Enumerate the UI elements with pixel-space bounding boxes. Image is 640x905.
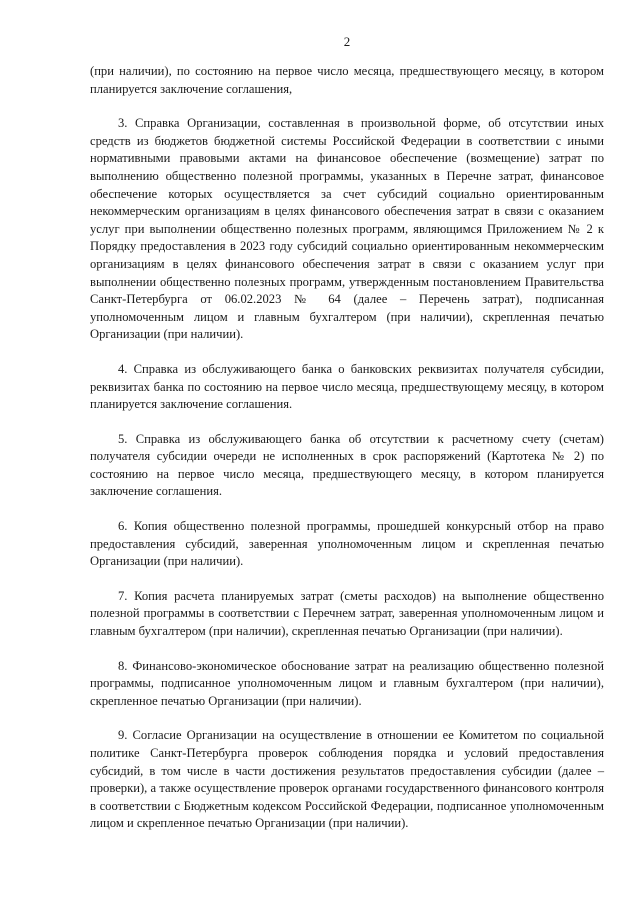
paragraph-item-9: 9. Согласие Организации на осуществление в отношении ее Комитетом по социальной политике Санкт-Петербурга проверок соблюдения порядка и условий предоставления субсидий, в том числе в части достижения результатов предоставления субсидии (далее – проверки), а также осуществление проверок органами государственного финансового контроля в соответствии с Бюджетным кодексом Российской Федерации, подписанное уполномоченным лицом и скрепленное печатью Организации (при наличии). xyxy=(90,728,604,831)
page-number: 2 xyxy=(343,34,351,49)
paragraph-item-8: 8. Финансово-экономическое обоснование затрат на реализацию общественно полезной программы, подписанное уполномоченным лицом и главным бухгалтером (при наличии), скрепленное печатью Организации (при наличии). xyxy=(90,658,604,708)
paragraph-item-3: 3. Справка Организации, составленная в произвольной форме, об отсутствии иных средств из бюджетов бюджетной системы Российской Федерации в соответствии с иными нормативными правовыми актами на финансовое обеспечение (возмещение) затрат по выполнению общественно полезной программы, указанных в Перечне затрат, финансовое обеспечение которых осуществляется за счет субсидий социально ориентированным некоммерческим организациям в целях финансового обеспечения затрат в связи с оказанием услуг при выполнении общественно полезных программ, являющимся Приложением № 2 к Порядку предоставления в 2023 году субсидий социально ориентированным некоммерческим организациям в целях финансового обеспечения затрат в связи с оказанием услуг при выполнении общественно полезных программ, утвержденным постановлением Правительства Санкт-Петербурга от 06.02.2023 № 64 (далее – Перечень затрат), подписанная уполномоченным лицом и главным бухгалтером (при наличии), скрепленная печатью Организации (при наличии). xyxy=(90,116,604,342)
paragraph-continued: (при наличии), по состоянию на первое число месяца, предшествующего месяцу, в котором планируется заключение соглашения, xyxy=(90,64,604,96)
paragraph-item-6: 6. Копия общественно полезной программы, прошедшей конкурсный отбор на право предоставления субсидий, заверенная уполномоченным лицом и скрепленная печатью Организации (при наличии). xyxy=(90,519,604,569)
paragraph-item-4: 4. Справка из обслуживающего банка о банковских реквизитах получателя субсидии, реквизитах банка по состоянию на первое число месяца, предшествующему месяцу, в котором планируется заключение соглашения. xyxy=(90,361,604,412)
paragraph-item-5: 5. Справка из обслуживающего банка об отсутствии к расчетному счету (счетам) получателя субсидии очереди не исполненных в срок распоряжений (Картотека № 2) по состоянию на первое число месяца, предшествующего месяцу, в котором планируется заключение соглашения. xyxy=(90,431,604,499)
paragraph-item-7: 7. Копия расчета планируемых затрат (сметы расходов) на выполнение общественно полезной программы в соответствии с Перечнем затрат, заверенная уполномоченным лицом и главным бухгалтером (при наличии), скрепленная печатью Организации (при наличии). xyxy=(90,588,604,639)
